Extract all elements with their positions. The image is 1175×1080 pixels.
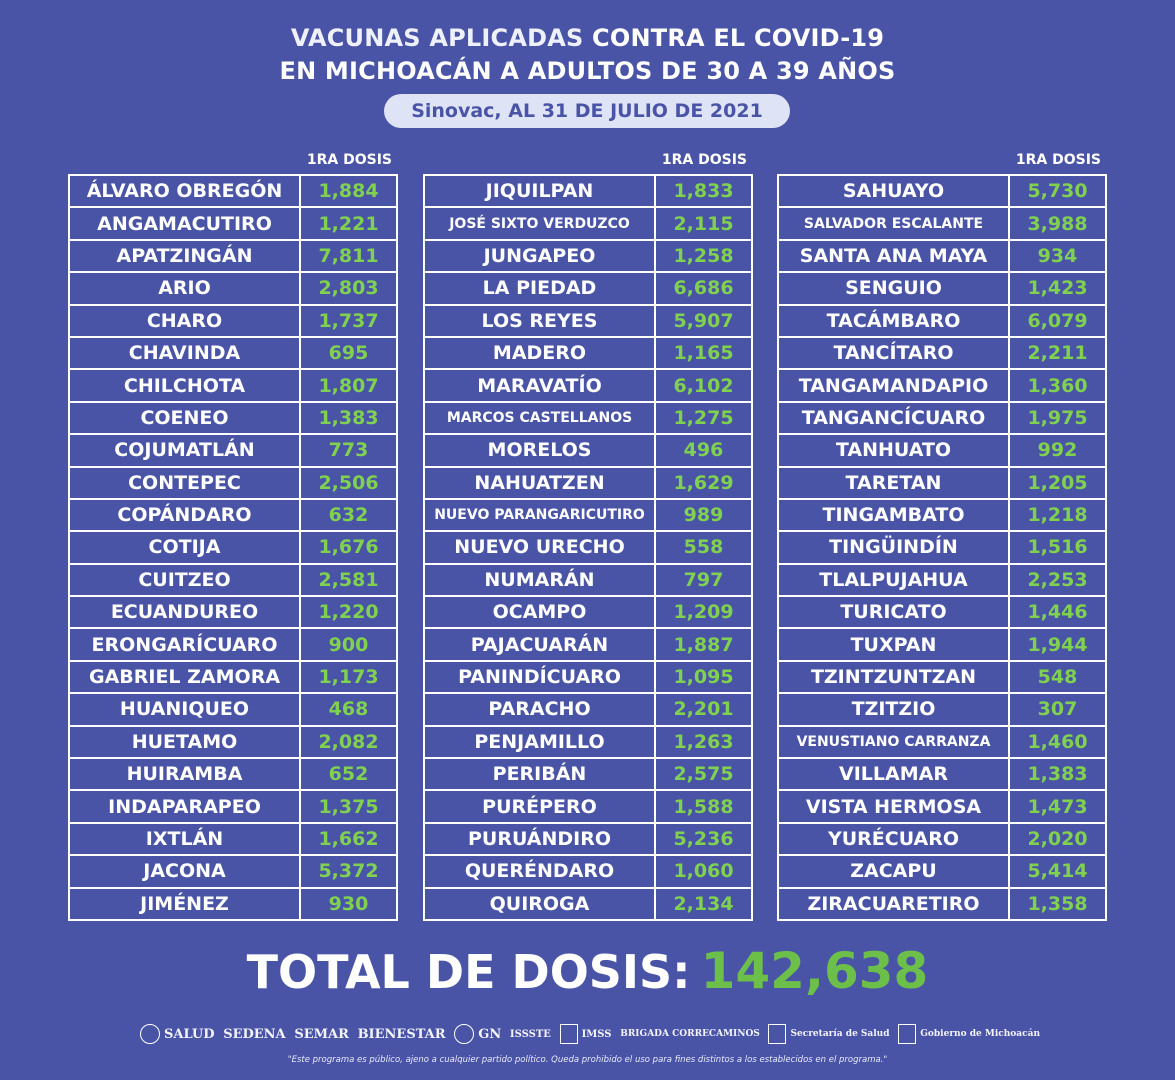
table-row: [779, 532, 1105, 564]
dose-count: 6,102: [673, 374, 734, 397]
municipality-name: ÁLVARO OBREGÓN: [70, 176, 301, 206]
table-row: [70, 597, 396, 629]
dose-count: 307: [1037, 698, 1078, 721]
municipality-name: ANGAMACUTIRO: [70, 208, 301, 238]
gn-logo: GN: [454, 1024, 501, 1044]
dose-count: 934: [1037, 244, 1078, 267]
dose-count: 1,662: [318, 828, 379, 850]
dose-count: 5,730: [1027, 180, 1088, 203]
municipality-name: COPÁNDARO: [70, 500, 301, 530]
dose-count: 2,506: [318, 471, 379, 494]
issste-logo: ISSSTE: [509, 1028, 551, 1040]
dose-count: 1,060: [673, 860, 734, 883]
table-row: [425, 629, 751, 661]
municipality-name: HUIRAMBA: [70, 759, 301, 789]
municipality-name: ZIRACUARETIRO: [779, 889, 1010, 919]
municipality-name: VENUSTIANO CARRANZA: [779, 727, 1010, 757]
municipality-name: COTIJA: [70, 532, 301, 562]
table-row: [70, 532, 396, 564]
table-column-1: [68, 150, 398, 921]
table-row: [779, 370, 1105, 402]
municipality-name: NAHUATZEN: [425, 468, 656, 498]
shield-icon: [768, 1024, 786, 1044]
municipality-name: TINGAMBATO: [779, 500, 1010, 530]
seal-icon: [140, 1024, 160, 1044]
table-row: [425, 468, 751, 500]
dose-count: 632: [328, 504, 369, 527]
dose-count: 1,218: [1027, 504, 1088, 527]
municipality-name: GABRIEL ZAMORA: [70, 662, 301, 692]
dose-count: 1,884: [318, 180, 379, 203]
column-header-dosis: 1RA DOSIS: [661, 152, 747, 168]
municipality-name: MORELOS: [425, 435, 656, 465]
municipality-name: HUANIQUEO: [70, 694, 301, 724]
disclaimer-text: "Este programa es público, ajeno a cualquier partido político. Queda prohibido el uso para fines distintos a los establecidos en el programa.": [287, 1055, 888, 1065]
table-row: [425, 500, 751, 532]
municipality-name: APATZINGÁN: [70, 241, 301, 271]
municipality-name: CHAVINDA: [70, 338, 301, 368]
table-row: [70, 370, 396, 402]
municipality-name: SAHUAYO: [779, 176, 1010, 206]
column-header-dosis: 1RA DOSIS: [1015, 152, 1101, 168]
dose-count: 5,236: [673, 828, 734, 850]
column-header-dosis: 1RA DOSIS: [306, 152, 392, 168]
table-row: [70, 241, 396, 273]
dose-count: 1,165: [673, 342, 734, 365]
table-row: [70, 306, 396, 338]
municipality-name: ECUANDUREO: [70, 597, 301, 627]
table-row: [425, 208, 751, 240]
table-row: [779, 889, 1105, 921]
table-row: [779, 468, 1105, 500]
municipality-name: ARIO: [70, 273, 301, 303]
dose-count: 2,581: [318, 568, 379, 591]
table-row: [70, 727, 396, 759]
table-row: [779, 208, 1105, 240]
dose-count: 2,575: [673, 763, 734, 786]
table-row: [70, 759, 396, 791]
table-row: [70, 662, 396, 694]
semar-logo: SEMAR: [294, 1026, 349, 1042]
table-row: [425, 306, 751, 338]
municipality-name: LOS REYES: [425, 306, 656, 336]
doses-table: [423, 174, 753, 921]
dose-count: 1,833: [673, 180, 734, 203]
table-row: [779, 435, 1105, 467]
table-row: [70, 565, 396, 597]
municipality-name: TANGANCÍCUARO: [779, 403, 1010, 433]
municipality-name: TARETAN: [779, 468, 1010, 498]
table-row: [779, 759, 1105, 791]
doses-table: [68, 174, 398, 921]
subtitle-badge: Sinovac, AL 31 DE JULIO DE 2021: [384, 94, 790, 128]
dose-count: 1,275: [673, 406, 734, 429]
municipality-name: ERONGARÍCUARO: [70, 629, 301, 659]
dose-count: 1,095: [673, 666, 734, 689]
table-row: [70, 403, 396, 435]
table-row: [779, 273, 1105, 305]
dose-count: 695: [328, 342, 369, 365]
dose-count: 992: [1037, 439, 1078, 462]
municipality-name: ZACAPU: [779, 856, 1010, 886]
municipality-name: SALVADOR ESCALANTE: [779, 208, 1010, 238]
dose-count: 2,115: [673, 212, 734, 235]
municipality-name: TANCÍTARO: [779, 338, 1010, 368]
table-row: [779, 241, 1105, 273]
gobierno-michoacan-logo: Gobierno de Michoacán: [898, 1024, 1040, 1044]
table-row: [425, 694, 751, 726]
table-row: [425, 662, 751, 694]
table-row: [779, 176, 1105, 208]
table-row: [425, 176, 751, 208]
dose-count: 2,803: [318, 277, 379, 300]
dose-count: 7,811: [318, 244, 379, 267]
table-row: [70, 694, 396, 726]
municipality-name: HUETAMO: [70, 727, 301, 757]
municipality-name: PURUÁNDIRO: [425, 824, 656, 854]
sedena-logo: SEDENA: [223, 1026, 286, 1042]
dose-count: 1,205: [1027, 471, 1088, 494]
municipality-name: TACÁMBARO: [779, 306, 1010, 336]
table-row: [425, 403, 751, 435]
municipality-name: CONTEPEC: [70, 468, 301, 498]
table-column-2: [423, 150, 753, 921]
municipality-name: OCAMPO: [425, 597, 656, 627]
dose-count: 1,516: [1027, 536, 1088, 559]
municipality-name: PANINDÍCUARO: [425, 662, 656, 692]
dose-count: 1,360: [1027, 374, 1088, 397]
table-row: [779, 629, 1105, 661]
municipality-name: COJUMATLÁN: [70, 435, 301, 465]
dose-count: 1,807: [318, 374, 379, 397]
total-value: 142,638: [700, 942, 929, 1000]
dose-count: 1,375: [318, 795, 379, 818]
municipality-name: PURÉPERO: [425, 791, 656, 821]
municipality-name: CHARO: [70, 306, 301, 336]
municipality-name: PARACHO: [425, 694, 656, 724]
seal-icon: [454, 1024, 474, 1044]
dose-count: 2,211: [1027, 342, 1088, 365]
table-row: [779, 500, 1105, 532]
municipality-name: MARCOS CASTELLANOS: [425, 403, 656, 433]
dose-count: 1,588: [673, 795, 734, 818]
title-line-1: VACUNAS APLICADAS CONTRA EL COVID-19: [290, 24, 885, 52]
municipality-name: MADERO: [425, 338, 656, 368]
dose-count: 1,423: [1027, 277, 1088, 300]
municipality-name: CHILCHOTA: [70, 370, 301, 400]
table-row: [425, 759, 751, 791]
table-row: [70, 273, 396, 305]
dose-count: 930: [328, 892, 369, 915]
municipality-name: TZINTZUNTZAN: [779, 662, 1010, 692]
dose-count: 1,676: [318, 536, 379, 559]
municipality-name: NUMARÁN: [425, 565, 656, 595]
municipality-name: JACONA: [70, 856, 301, 886]
dose-count: 496: [683, 439, 724, 462]
dose-count: 989: [683, 504, 724, 527]
municipality-name: VISTA HERMOSA: [779, 791, 1010, 821]
municipality-name: NUEVO PARANGARICUTIRO: [425, 500, 656, 530]
table-row: [70, 889, 396, 921]
dose-count: 1,887: [673, 633, 734, 656]
dose-count: 797: [683, 568, 724, 591]
table-row: [779, 856, 1105, 888]
dose-count: 1,446: [1027, 601, 1088, 624]
municipality-name: VILLAMAR: [779, 759, 1010, 789]
table-row: [779, 306, 1105, 338]
table-row: [425, 565, 751, 597]
dose-count: 1,358: [1027, 892, 1088, 915]
dose-count: 6,079: [1027, 309, 1088, 332]
dose-count: 468: [328, 698, 369, 721]
table-row: [70, 791, 396, 823]
municipality-name: TZITZIO: [779, 694, 1010, 724]
table-row: [70, 500, 396, 532]
table-row: [425, 273, 751, 305]
table-row: [70, 629, 396, 661]
sponsor-logos: [140, 1020, 1040, 1048]
table-row: [70, 176, 396, 208]
dose-count: 3,988: [1027, 212, 1088, 235]
table-row: [70, 208, 396, 240]
dose-count: 1,173: [318, 666, 379, 689]
municipality-name: QUERÉNDARO: [425, 856, 656, 886]
dose-count: 2,201: [673, 698, 734, 721]
municipality-name: SANTA ANA MAYA: [779, 241, 1010, 271]
municipality-name: JIMÉNEZ: [70, 889, 301, 919]
table-row: [425, 241, 751, 273]
dose-count: 5,372: [318, 860, 379, 883]
total-label: TOTAL DE DOSIS:: [246, 945, 691, 999]
dose-count: 2,082: [318, 730, 379, 753]
table-row: [779, 694, 1105, 726]
municipality-name: TINGÜINDÍN: [779, 532, 1010, 562]
table-row: [779, 597, 1105, 629]
dose-count: 548: [1037, 666, 1078, 689]
table-row: [425, 889, 751, 921]
municipality-name: SENGUIO: [779, 273, 1010, 303]
dose-count: 1,221: [318, 212, 379, 235]
dose-count: 5,907: [673, 309, 734, 332]
dose-count: 1,737: [318, 309, 379, 332]
table-row: [425, 824, 751, 856]
table-row: [425, 597, 751, 629]
municipality-name: PAJACUARÁN: [425, 629, 656, 659]
table-row: [70, 468, 396, 500]
table-row: [425, 727, 751, 759]
municipality-name: JIQUILPAN: [425, 176, 656, 206]
municipality-name: JOSÉ SIXTO VERDUZCO: [425, 208, 656, 238]
municipality-name: COENEO: [70, 403, 301, 433]
title-line-2: EN MICHOACÁN A ADULTOS DE 30 A 39 AÑOS: [279, 57, 896, 85]
doses-table: [777, 174, 1107, 921]
table-row: [779, 824, 1105, 856]
table-row: [70, 435, 396, 467]
bienestar-logo: BIENESTAR: [357, 1026, 446, 1042]
table-row: [70, 824, 396, 856]
dose-count: 652: [328, 763, 369, 786]
dose-count: 5,414: [1027, 860, 1088, 883]
table-row: [779, 791, 1105, 823]
municipality-name: TANGAMANDAPIO: [779, 370, 1010, 400]
table-row: [779, 727, 1105, 759]
table-column-3: [777, 150, 1107, 921]
dose-count: 2,020: [1027, 828, 1088, 850]
table-row: [425, 338, 751, 370]
table-row: [70, 338, 396, 370]
municipality-name: NUEVO URECHO: [425, 532, 656, 562]
dose-count: 773: [328, 439, 369, 462]
table-row: [425, 791, 751, 823]
table-row: [779, 565, 1105, 597]
municipality-name: QUIROGA: [425, 889, 656, 919]
municipality-name: JUNGAPEO: [425, 241, 656, 271]
municipality-name: TURICATO: [779, 597, 1010, 627]
dose-count: 1,975: [1027, 406, 1088, 429]
page-title: [0, 22, 1175, 88]
municipality-name: YURÉCUARO: [779, 824, 1010, 854]
table-row: [779, 403, 1105, 435]
dose-count: 2,134: [673, 892, 734, 915]
dose-count: 1,383: [1027, 763, 1088, 786]
table-row: [425, 435, 751, 467]
secretaria-salud-logo: Secretaría de Salud: [768, 1024, 889, 1044]
table-row: [70, 856, 396, 888]
dose-count: 1,944: [1027, 633, 1088, 656]
imss-icon: [560, 1024, 578, 1044]
table-row: [425, 370, 751, 402]
salud-logo: SALUD: [140, 1024, 215, 1044]
dose-count: 2,253: [1027, 568, 1088, 591]
dose-count: 558: [683, 536, 724, 559]
dose-count: 1,258: [673, 244, 734, 267]
dose-count: 1,209: [673, 601, 734, 624]
municipality-name: PERIBÁN: [425, 759, 656, 789]
municipality-name: IXTLÁN: [70, 824, 301, 854]
dose-count: 900: [328, 633, 369, 656]
dose-count: 1,460: [1027, 730, 1088, 753]
municipality-name: TLALPUJAHUA: [779, 565, 1010, 595]
municipality-name: TUXPAN: [779, 629, 1010, 659]
municipality-name: TANHUATO: [779, 435, 1010, 465]
municipality-name: PENJAMILLO: [425, 727, 656, 757]
total-doses: [0, 940, 1175, 1003]
dose-count: 1,220: [318, 601, 379, 624]
municipality-name: INDAPARAPEO: [70, 791, 301, 821]
dose-count: 6,686: [673, 277, 734, 300]
table-row: [425, 532, 751, 564]
dose-count: 1,263: [673, 730, 734, 753]
dose-count: 1,473: [1027, 795, 1088, 818]
dose-count: 1,629: [673, 471, 734, 494]
table-row: [779, 662, 1105, 694]
shield-icon: [898, 1024, 916, 1044]
correcaminos-logo: BRIGADA CORRECAMINOS: [620, 1029, 760, 1039]
dose-count: 1,383: [318, 406, 379, 429]
municipality-name: LA PIEDAD: [425, 273, 656, 303]
imss-logo: IMSS: [560, 1024, 612, 1044]
municipality-name: CUITZEO: [70, 565, 301, 595]
table-row: [425, 856, 751, 888]
table-row: [779, 338, 1105, 370]
municipality-name: MARAVATÍO: [425, 370, 656, 400]
